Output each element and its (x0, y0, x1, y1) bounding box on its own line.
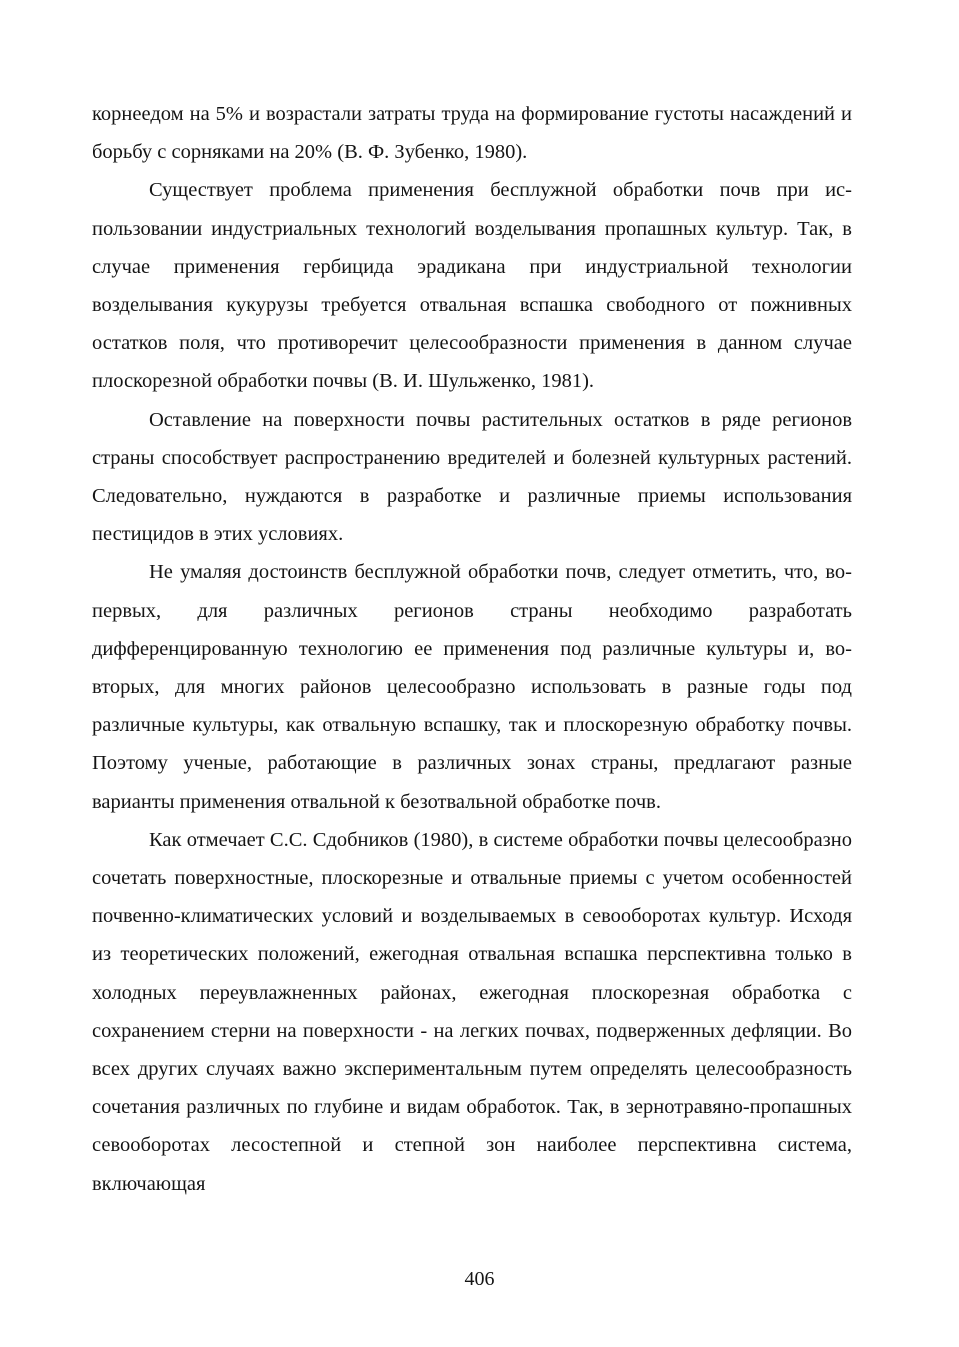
paragraph-2: Существует проблема применения бесплужной обработки почв при использовании индустриальных технологий возделывания пропашных культур. Так, в случае применения гербицида эрадикана при индустриальной технологии возделывания кукурузы требуется отвальная вспашка свободного от пожнивных остатков поля, что противоречит целесообразности применения в данном случае плоскорезной обработки почвы (В. И. Шульженко, 1981). (92, 179, 852, 393)
body-text (92, 95, 852, 1203)
paragraph-5: Как отмечает С.С. Сдобников (1980), в системе обработки почвы целесообразно сочетать поверхностные, плоскорезные и отвальные приемы с учетом особенностей почвенно-климатических условий и возделываемых в севооборотах культур. Исходя из теоретических положений, ежегодная отвальная вспашка перспективна только в холодных переувлажненных районах, ежегодная плоскорезная обработка с сохранением стерни на поверхности - на легких почвах, подверженных дефляции. Во всех других случаях важно экспериментальным путем определять целесообразность сочетания различных по глубине и видам обработок. Так, в зернотравяно-пропашных севооборотах лесостепной и степной зон наиболее перспективна система, включающая (92, 828, 852, 1195)
paragraph-4: Не умаляя достоинств бесплужной обработки почв, следует отметить, что, во-первых, для различных регионов страны необходимо разработать дифференцированную технологию ее применения под различные культуры и, во-вторых, для многих районов целесообразно использовать в разные годы под различные культуры, как отвальную вспашку, так и плоскорезную обработку почвы. Поэтому ученые, работающие в различных зонах страны, предлагают разные варианты применения отвальной к безотвальной обработке почв. (92, 561, 852, 813)
paragraph-3: Оставление на поверхности почвы растительных остатков в ряде регионов страны способствует распространению вредителей и болезней культурных растений. Следовательно, нуждаются в разработке и различные приемы использования пестицидов в этих условиях. (92, 408, 852, 546)
page-number: 406 (464, 1268, 495, 1290)
paragraph-1: корнеедом на 5% и возрастали затраты труда на формирование густоты насаждений и борьбу с сорняками на 20% (В. Ф. Зубенко, 1980). (92, 103, 852, 164)
